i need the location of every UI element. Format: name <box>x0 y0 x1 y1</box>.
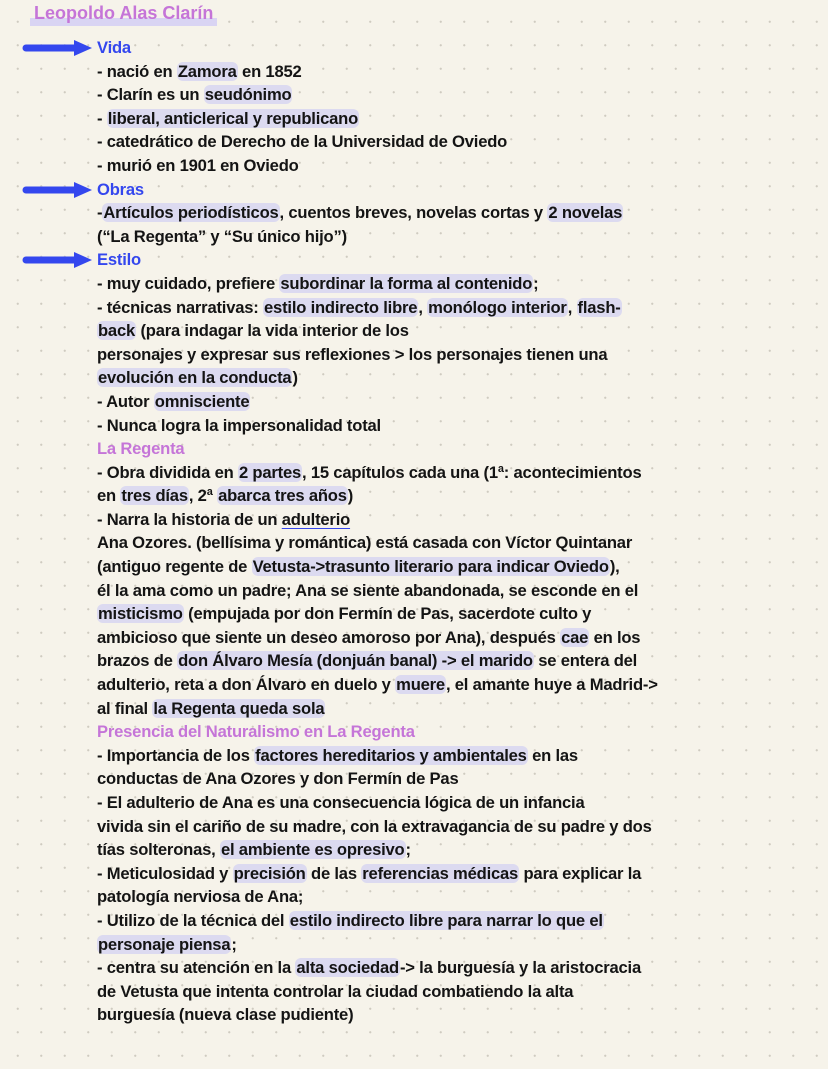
text-segment: se entera del <box>533 651 638 671</box>
note-line <box>97 319 658 343</box>
text-segment: en <box>97 486 121 506</box>
note-line <box>97 815 658 839</box>
note-line <box>97 484 658 508</box>
notes-body <box>97 36 658 1027</box>
text-segment: (empujada por don Fermín de Pas, sacerdote culto y <box>183 604 592 624</box>
text-segment: - <box>97 108 107 128</box>
text-segment: ; <box>533 273 539 293</box>
text-segment: él la ama como un padre; Ana se siente abandonada, se esconde en el <box>97 580 639 600</box>
section-heading <box>97 248 658 272</box>
arrow-right-icon <box>22 181 94 199</box>
text-segment: ), <box>609 557 620 577</box>
note-line <box>97 649 658 673</box>
text-segment: - muy cuidado, prefiere <box>97 273 280 293</box>
text-segment: al final <box>97 698 153 718</box>
highlighted-text: omnisciente <box>154 391 250 411</box>
note-line <box>97 154 658 178</box>
note-line <box>97 508 658 532</box>
text-segment: -> la burguesía y la aristocracia <box>399 958 641 978</box>
text-segment: ) <box>292 368 298 388</box>
note-line <box>97 83 658 107</box>
text-segment: - técnicas narrativas: <box>97 297 264 317</box>
text-segment: (para indagar la vida interior de los <box>136 321 409 341</box>
note-line <box>97 838 658 862</box>
text-segment: patología nerviosa de Ana; <box>97 887 304 907</box>
note-line <box>97 414 658 438</box>
arrow-right-icon <box>22 39 94 57</box>
section-heading <box>97 36 658 60</box>
highlighted-text: referencias médicas <box>362 863 519 883</box>
text-segment: , 15 capítulos cada una (1ª: acontecimientos <box>302 462 642 482</box>
note-line <box>97 909 658 933</box>
text-segment: - nació en <box>97 61 177 81</box>
note-line <box>97 461 658 485</box>
text-segment: - catedrático de Derecho de la Universidad de Oviedo <box>97 132 508 152</box>
text-segment: , el amante huye a Madrid-> <box>445 675 658 695</box>
note-line <box>97 862 658 886</box>
note-line <box>97 201 658 225</box>
text-segment: La Regenta <box>97 439 185 459</box>
text-segment: de Vetusta que intenta controlar la ciudad combatiendo la alta <box>97 981 574 1001</box>
highlighted-text: personaje piensa <box>98 934 231 954</box>
note-line <box>97 296 658 320</box>
note-line <box>97 531 658 555</box>
section-heading <box>97 178 658 202</box>
text-segment: , <box>418 297 428 317</box>
highlighted-text: estilo indirecto libre para narrar lo que el <box>289 910 603 930</box>
text-segment: (“La Regenta” y “Su único hijo”) <box>97 226 347 246</box>
highlighted-text: Vetusta->trasunto literario para indicar Oviedo <box>252 557 609 577</box>
note-line <box>97 60 658 84</box>
text-segment: - Narra la historia de un <box>97 509 282 529</box>
text-segment: personajes y expresar sus reflexiones > los personajes tienen una <box>97 344 608 364</box>
highlighted-text: Artículos periodísticos <box>103 203 279 223</box>
highlighted-text: factores hereditarios y ambientales <box>255 745 527 765</box>
text-segment: - Importancia de los <box>97 745 255 765</box>
note-line <box>97 626 658 650</box>
section-heading <box>97 720 658 744</box>
note-line <box>97 933 658 957</box>
text-segment: ) <box>347 486 354 506</box>
text-segment: - centra su atención en la <box>97 958 296 978</box>
note-line <box>97 885 658 909</box>
note-line <box>97 744 658 768</box>
note-line <box>97 791 658 815</box>
highlighted-text: subordinar la forma al contenido <box>280 273 533 293</box>
text-segment: - murió en 1901 en Oviedo <box>97 155 299 175</box>
text-segment: - Meticulosidad y <box>97 863 233 883</box>
highlighted-text: don Álvaro Mesía (donjuán banal) -> el marido <box>178 651 533 671</box>
note-line <box>97 366 658 390</box>
note-line <box>97 602 658 626</box>
highlighted-text: monólogo interior <box>428 297 567 317</box>
arrow-right-icon <box>22 251 94 269</box>
text-segment: de las <box>306 863 362 883</box>
highlighted-text: estilo indirecto libre <box>264 297 418 317</box>
highlighted-text: seudónimo <box>204 85 292 105</box>
text-segment: en 1852 <box>237 61 302 81</box>
text-segment: - Clarín es un <box>97 85 204 105</box>
highlighted-text: Zamora <box>177 61 237 81</box>
text-segment: , 2ª <box>188 486 218 506</box>
highlighted-text: muere <box>396 675 445 695</box>
text-segment: (antiguo regente de <box>97 557 252 577</box>
text-segment: vivida sin el cariño de su madre, con la extravagancia de su padre y dos <box>97 816 652 836</box>
highlighted-text: misticismo <box>98 604 183 624</box>
note-line <box>97 767 658 791</box>
text-segment: en los <box>589 627 641 647</box>
text-segment: tías solteronas, <box>97 840 220 860</box>
highlighted-text: cae <box>561 627 589 647</box>
text-segment: Obras <box>97 179 144 199</box>
highlighted-text: precisión <box>233 863 306 883</box>
text-segment: - Utilizo de la técnica del <box>97 910 289 930</box>
text-segment: brazos de <box>97 651 178 671</box>
note-line <box>97 272 658 296</box>
note-line <box>97 107 658 131</box>
highlighted-text: tres días <box>121 486 188 506</box>
text-segment: para explicar la <box>519 863 642 883</box>
text-segment: - Obra dividida en <box>97 462 238 482</box>
note-line <box>97 390 658 414</box>
note-line <box>97 697 658 721</box>
highlighted-text: evolución en la conducta <box>98 368 292 388</box>
note-line <box>97 555 658 579</box>
highlighted-text: 2 novelas <box>548 203 623 223</box>
text-segment: - Autor <box>97 391 154 411</box>
note-line <box>97 343 658 367</box>
text-segment: Presencia del Naturalismo en La Regenta <box>97 722 415 742</box>
text-segment: ; <box>405 840 411 860</box>
text-segment: burguesía (nueva clase pudiente) <box>97 1005 354 1025</box>
highlighted-text: el ambiente es opresivo <box>220 840 405 860</box>
text-segment: en las <box>527 745 578 765</box>
note-line <box>97 673 658 697</box>
underlined-text: adulterio <box>281 509 351 529</box>
page-title: Leopoldo Alas Clarín <box>30 0 217 26</box>
text-segment: - Nunca logra la impersonalidad total <box>97 415 381 435</box>
text-segment: Estilo <box>97 250 141 270</box>
text-segment: ; <box>231 934 237 954</box>
note-line <box>97 1003 658 1027</box>
highlighted-text: la Regenta queda sola <box>153 698 325 718</box>
note-line <box>97 956 658 980</box>
text-segment: conductas de Ana Ozores y don Fermín de Pas <box>97 769 459 789</box>
text-segment: ambicioso que siente un deseo amoroso por Ana), después <box>97 627 561 647</box>
text-segment: - <box>97 203 103 223</box>
text-segment: adulterio, reta a don Álvaro en duelo y <box>97 675 396 695</box>
text-segment: Vida <box>97 38 131 57</box>
highlighted-text: 2 partes <box>238 462 302 482</box>
highlighted-text: back <box>98 321 136 341</box>
text-segment: , cuentos breves, novelas cortas y <box>279 203 548 223</box>
note-line <box>97 579 658 603</box>
highlighted-text: flash- <box>577 297 621 317</box>
highlighted-text: alta sociedad <box>296 958 399 978</box>
note-line <box>97 225 658 249</box>
note-line <box>97 130 658 154</box>
text-segment: - El adulterio de Ana es una consecuencia lógica de un infancia <box>97 793 585 812</box>
section-heading <box>97 437 658 461</box>
highlighted-text: abarca tres años <box>218 486 347 506</box>
highlighted-text: liberal, anticlerical y republicano <box>107 108 359 128</box>
text-segment: Ana Ozores. (bellísima y romántica) está casada con Víctor Quintanar <box>97 533 633 553</box>
note-line <box>97 980 658 1004</box>
text-segment: , <box>567 297 577 317</box>
